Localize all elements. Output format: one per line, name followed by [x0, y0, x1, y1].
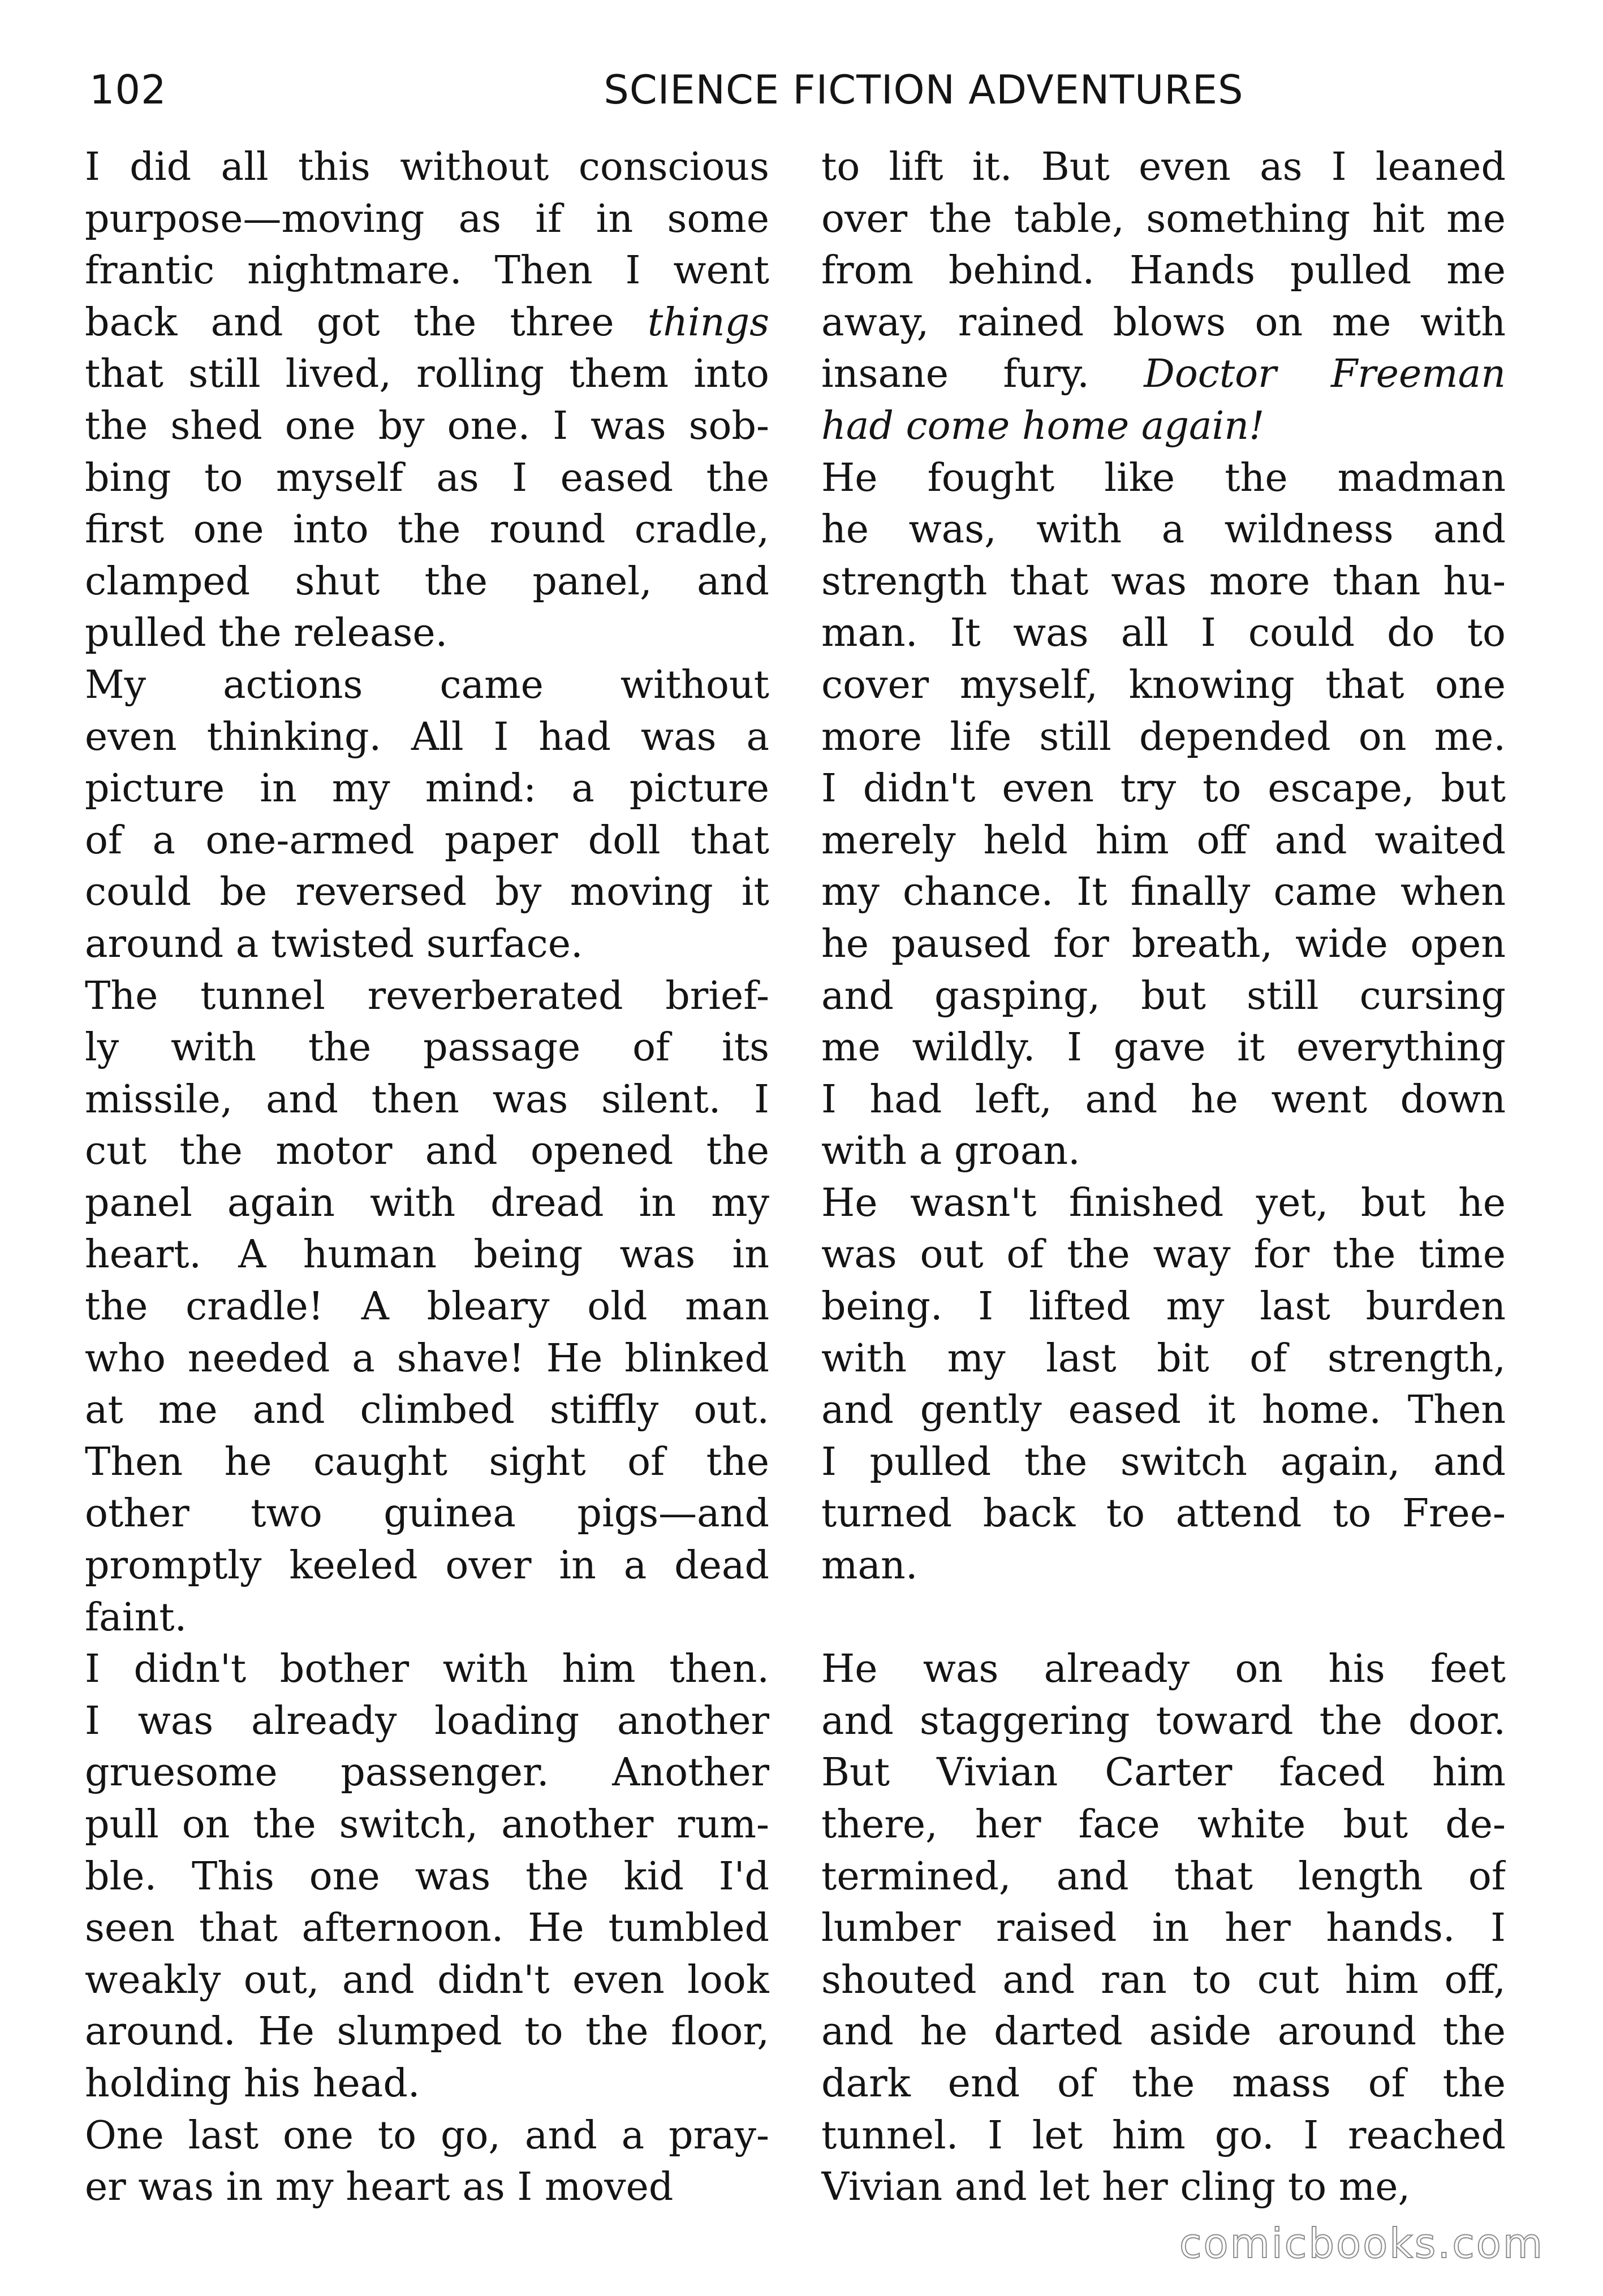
text-line: picture in my mind: a picture [85, 766, 769, 812]
page-header [89, 67, 1503, 129]
text-line: who needed a shave! He blinked [85, 1336, 769, 1381]
emphasis: Doctor Freeman [1144, 352, 1506, 397]
text-line: seen that afternoon. He tumbled [85, 1906, 769, 1951]
paragraph [85, 141, 769, 659]
text-line: clamped shut the panel, and [85, 559, 769, 604]
paragraph [85, 1643, 769, 2109]
running-head: SCIENCE FICTION ADVENTURES [604, 67, 1244, 113]
text-line: I was already loading another [85, 1698, 769, 1743]
text-line: me wildly. I gave it everything [821, 1025, 1506, 1071]
paragraph [821, 1177, 1506, 1592]
text-line: faint. [85, 1595, 187, 1640]
text-line: heart. A human being was in [85, 1232, 769, 1278]
section-break [821, 1592, 1506, 1644]
text-line: strength that was more than hu- [821, 559, 1506, 604]
text-line: The tunnel reverberated brief- [85, 973, 769, 1018]
text-line: back and got the three things [85, 300, 769, 345]
text-line: shouted and ran to cut him off, [821, 1957, 1506, 2002]
paragraph [821, 452, 1506, 1177]
text-line: purpose—moving as if in some [85, 196, 769, 241]
text-line: of a one-armed paper doll that [85, 818, 769, 863]
text-line: being. I lifted my last burden [821, 1284, 1506, 1330]
text-line: more life still depended on me. [821, 714, 1506, 759]
text-line: pull on the switch, another rum- [85, 1802, 769, 1847]
watermark: comicbooks.com [1179, 2220, 1544, 2267]
text-line: cover myself, knowing that one [821, 662, 1506, 707]
text-line [821, 400, 1506, 452]
text-line: that still lived, rolling them into [85, 352, 769, 397]
text-line: he was, with a wildness and [821, 507, 1506, 553]
text-line: weakly out, and didn't even look [85, 1957, 769, 2002]
text-line: Vivian and let her cling to me, [821, 2165, 1411, 2210]
text-line: Then he caught sight of the [85, 1439, 769, 1484]
text-line: man. It was all I could do to [821, 611, 1506, 656]
paragraph [821, 141, 1506, 452]
text-line: He wasn't finished yet, but he [821, 1180, 1506, 1225]
text-line: there, her face white but de- [821, 1802, 1506, 1847]
paragraph [821, 1643, 1506, 2213]
text-line: I did all this without conscious [85, 145, 769, 189]
text-line: with a groan. [821, 1129, 1080, 1174]
text-line: to lift it. But even as I leaned [821, 145, 1506, 189]
left-text-column [85, 141, 769, 2213]
text-line: over the table, something hit me [821, 196, 1506, 241]
text-line: even thinking. All I had was a [85, 714, 769, 759]
text-line: he paused for breath, wide open [821, 921, 1506, 966]
text-line: was out of the way for the time [821, 1232, 1506, 1278]
text-line: around a twisted surface. [85, 921, 583, 966]
text-line: bing to myself as I eased the [85, 455, 769, 500]
text-line: and he darted aside around the [821, 2009, 1506, 2055]
text-line: I had left, and he went down [821, 1077, 1506, 1122]
paragraph [85, 659, 769, 970]
text-line: turned back to attend to Free- [821, 1491, 1506, 1537]
text-line: I didn't bother with him then. [85, 1647, 769, 1692]
text-line: with my last bit of strength, [821, 1336, 1506, 1381]
text-line: promptly keeled over in a dead [85, 1543, 769, 1589]
text-line: One last one to go, and a pray- [85, 2113, 769, 2158]
page-number: 102 [89, 67, 167, 113]
text-line: and staggering toward the door. [821, 1698, 1506, 1743]
text-line: insane fury. Doctor Freeman [821, 352, 1506, 397]
text-line: dark end of the mass of the [821, 2061, 1506, 2106]
text-line: at me and climbed stiffly out. [85, 1388, 769, 1433]
right-text-column [821, 141, 1506, 2213]
text-line: frantic nightmare. Then I went [85, 248, 769, 294]
paragraph [85, 970, 769, 1644]
text-line: around. He slumped to the floor, [85, 2009, 769, 2055]
emphasis: had come home again! [821, 403, 1265, 448]
text-line: tunnel. I let him go. I reached [821, 2113, 1506, 2158]
text-line: and gasping, but still cursing [821, 973, 1506, 1018]
text-line: My actions came without [85, 662, 769, 707]
text-line: from behind. Hands pulled me [821, 248, 1506, 294]
text-line: the cradle! A bleary old man [85, 1284, 769, 1330]
text-line: other two guinea pigs—and [85, 1491, 769, 1537]
text-line: ble. This one was the kid I'd [85, 1854, 769, 1899]
text-line: lumber raised in her hands. I [821, 1906, 1506, 1951]
paragraph [85, 2110, 769, 2213]
text-line: panel again with dread in my [85, 1180, 769, 1225]
text-line: er was in my heart as I moved [85, 2165, 674, 2210]
text-line: could be reversed by moving it [85, 870, 769, 915]
text-line: and gently eased it home. Then [821, 1388, 1506, 1433]
text-line: away, rained blows on me with [821, 300, 1506, 345]
text-line: He was already on his feet [821, 1647, 1506, 1692]
text-line: He fought like the madman [821, 455, 1506, 500]
text-line: gruesome passenger. Another [85, 1750, 769, 1796]
text-line: termined, and that length of [821, 1854, 1506, 1899]
text-line: pulled the release. [85, 611, 448, 656]
text-line: man. [821, 1543, 918, 1589]
text-line: my chance. It finally came when [821, 870, 1506, 915]
text-line: first one into the round cradle, [85, 507, 769, 553]
text-line: I didn't even try to escape, but [821, 766, 1506, 812]
text-line: But Vivian Carter faced him [821, 1750, 1506, 1796]
text-line: missile, and then was silent. I [85, 1077, 769, 1122]
text-line: cut the motor and opened the [85, 1129, 769, 1174]
text-line: I pulled the switch again, and [821, 1439, 1506, 1484]
text-line: merely held him off and waited [821, 818, 1506, 863]
text-line: the shed one by one. I was sob- [85, 403, 769, 448]
text-line: ly with the passage of its [85, 1025, 769, 1071]
text-line: holding his head. [85, 2061, 420, 2106]
emphasis: things [647, 300, 769, 345]
